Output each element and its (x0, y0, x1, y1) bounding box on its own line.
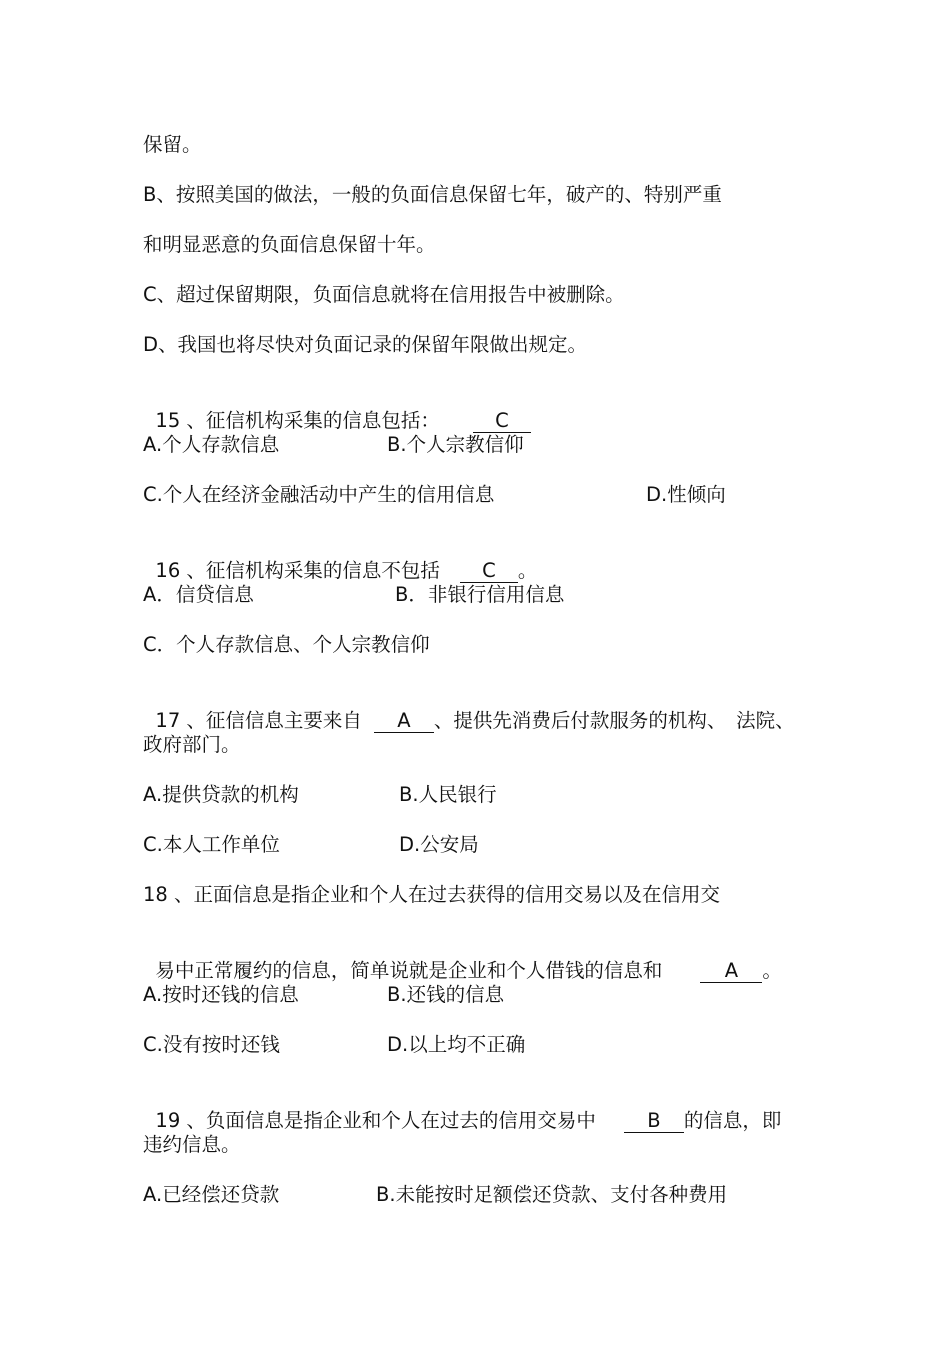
question-19 (143, 1082, 781, 1134)
option-b: B.人民银行 (399, 783, 497, 806)
question-stem: 16 、征信机构采集的信息不包括 (155, 559, 440, 582)
option-c: C.个人在经济金融活动中产生的信用信息 (143, 483, 495, 506)
question-tail: 。 (517, 559, 538, 582)
answer-blank: C (460, 560, 518, 583)
option-a: A.个人存款信息 (143, 433, 280, 456)
answer-blank: C (473, 410, 531, 433)
option-b: B．非银行信用信息 (395, 583, 565, 606)
option-c: C.本人工作单位 (143, 833, 280, 856)
question-continuation (143, 932, 782, 984)
option-b: B.还钱的信息 (387, 983, 505, 1006)
question-cont-text: 易中正常履约的信息，简单说就是企业和个人借钱的信息和 (155, 959, 663, 982)
option-a: A.已经偿还贷款 (143, 1183, 280, 1206)
question-16 (143, 532, 537, 584)
option-c: C．个人存款信息、个人宗教信仰 (143, 633, 430, 656)
option-c: C.没有按时还钱 (143, 1033, 280, 1056)
option-d: D.以上均不正确 (387, 1033, 526, 1056)
option-a: A．信贷信息 (143, 583, 254, 606)
answer-blank: B (624, 1110, 684, 1133)
text-line: 和明显恶意的负面信息保留十年。 (143, 233, 436, 256)
answer-blank: A (700, 960, 762, 983)
question-continuation: 违约信息。 (143, 1133, 241, 1156)
question-stem: 17 、征信信息主要来自 (155, 709, 362, 732)
question-stem: 19 、负面信息是指企业和个人在过去的信用交易中 (155, 1109, 596, 1132)
question-tail: 的信息，即 (683, 1109, 782, 1132)
question-tail: 。 (762, 959, 782, 982)
question-17 (143, 682, 795, 734)
option-d: D.性倾向 (646, 483, 726, 506)
question-tail: 、提供先消费后付款服务的机构、 法院、 (433, 709, 795, 732)
question-18: 18 、正面信息是指企业和个人在过去获得的信用交易以及在信用交 (143, 883, 721, 906)
option-b-line: B、按照美国的做法，一般的负面信息保留七年，破产的、特别严重 (143, 183, 722, 206)
question-continuation: 政府部门。 (143, 733, 241, 756)
answer-blank: A (374, 710, 434, 733)
question-stem: 15 、征信机构采集的信息包括： (155, 409, 440, 432)
question-15 (143, 382, 531, 434)
option-d-line: D、我国也将尽快对负面记录的保留年限做出规定。 (143, 333, 588, 356)
text-line: 保留。 (143, 133, 202, 156)
option-b: B.未能按时足额偿还贷款、支付各种费用 (376, 1183, 728, 1206)
option-c-line: C、超过保留期限，负面信息就将在信用报告中被删除。 (143, 283, 625, 306)
option-a: A.按时还钱的信息 (143, 983, 299, 1006)
option-d: D.公安局 (399, 833, 479, 856)
option-a: A.提供贷款的机构 (143, 783, 299, 806)
option-b: B.个人宗教信仰 (387, 433, 524, 456)
